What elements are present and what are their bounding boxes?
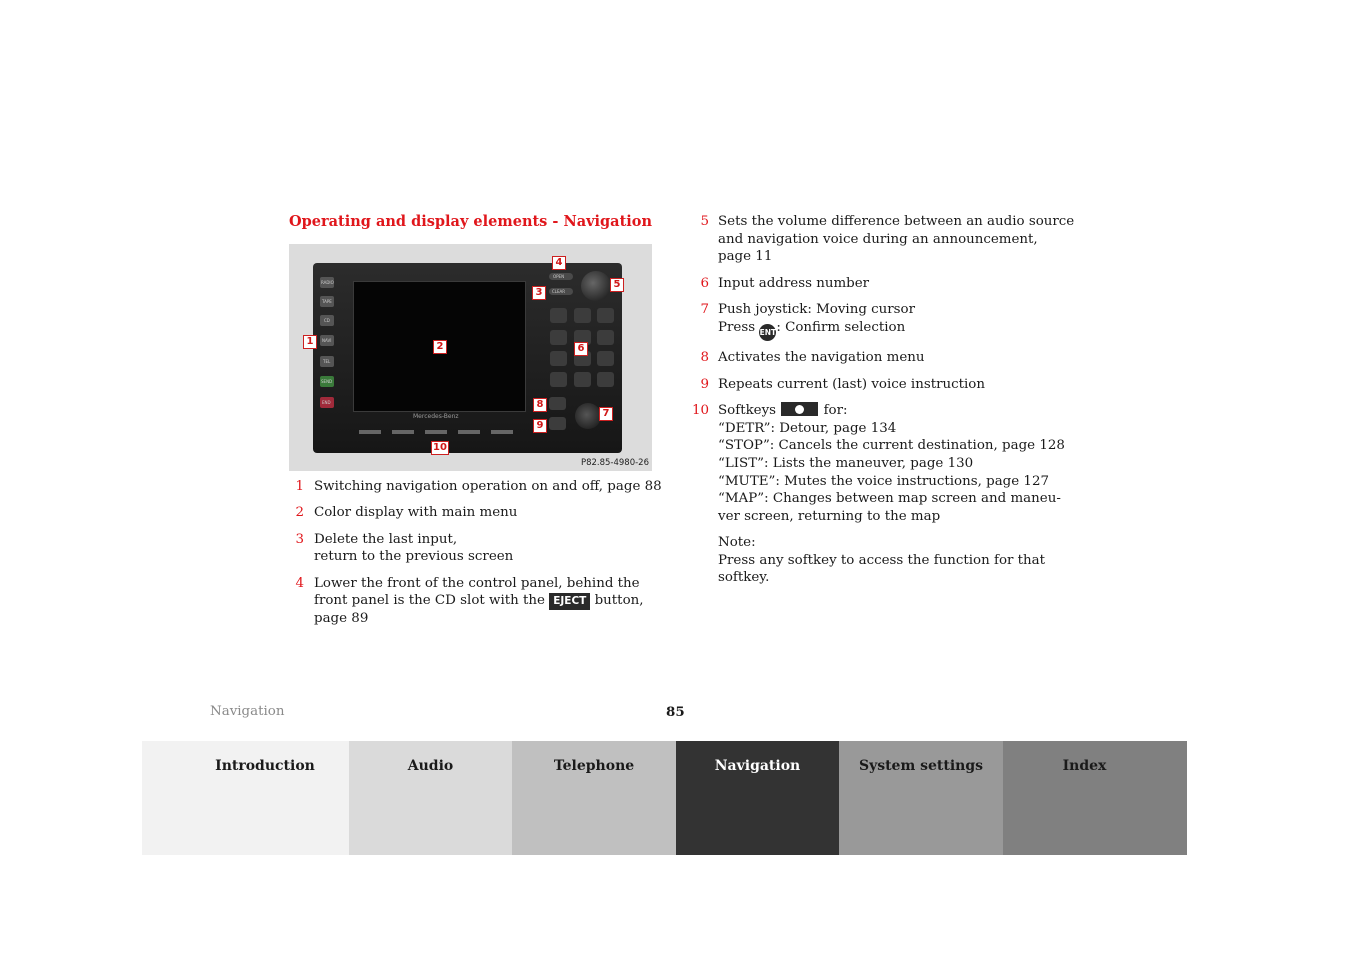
navi-button-label: NAVI — [322, 338, 332, 343]
item-text — [314, 575, 669, 628]
item-text — [718, 402, 1089, 525]
softkey — [359, 430, 381, 434]
callout-2: 2 — [433, 340, 447, 354]
tel-button-label: TEL — [323, 359, 331, 364]
item-line: Activates the navigation menu — [718, 350, 925, 366]
eject-button-symbol: EJECT — [549, 593, 590, 610]
keypad-key — [550, 372, 567, 387]
item-number: 2 — [295, 505, 304, 521]
callout-3: 3 — [532, 286, 546, 300]
chapter-tabs — [142, 741, 1187, 855]
item-number: 9 — [700, 376, 709, 392]
item-line: Repeats current (last) voice instruction — [718, 376, 985, 392]
item-line: Push joystick: Moving cursor — [718, 301, 916, 317]
page-heading: Operating and display elements - Navigation — [289, 213, 652, 230]
radio-button-label: RADIO — [321, 280, 334, 285]
callout-6: 6 — [574, 342, 588, 356]
item-line: “MAP”: Changes between map screen and maneu- — [718, 491, 1061, 507]
softkey-dot-icon — [795, 405, 804, 414]
callout-1: 1 — [303, 335, 317, 349]
ent-button-icon: ENT — [759, 324, 776, 341]
cd-button — [320, 315, 334, 326]
softkey — [458, 430, 480, 434]
item-line — [314, 592, 669, 610]
list-item — [689, 275, 1089, 293]
tab-introduction[interactable]: Introduction — [142, 741, 349, 855]
clear-button — [549, 288, 573, 295]
footer-section-title: Navigation — [210, 704, 285, 719]
item-line: Input address number — [718, 275, 870, 291]
list-item — [689, 349, 1089, 367]
cd-button-label: CD — [324, 318, 330, 323]
end-button — [320, 397, 334, 408]
item-line — [718, 319, 1089, 341]
item-text — [718, 349, 1089, 367]
note-label: Note: — [718, 535, 756, 551]
item-text — [718, 376, 1089, 394]
radio-button — [320, 277, 334, 288]
keypad-key — [550, 330, 567, 345]
keypad-key — [597, 308, 614, 323]
list-item — [689, 402, 1089, 525]
item-line: Lower the front of the control panel, behind the — [314, 575, 640, 591]
item-line-part: button, — [594, 593, 644, 609]
item-text — [718, 301, 1089, 341]
open-button — [549, 273, 573, 280]
item-number: 4 — [295, 575, 304, 591]
item-line-part: : Confirm selection — [776, 319, 906, 335]
item-text — [314, 478, 669, 496]
tel-button — [320, 356, 334, 367]
tab-system-settings[interactable]: System settings — [839, 741, 1003, 855]
item-number: 6 — [700, 275, 709, 291]
page-number: 85 — [666, 704, 685, 720]
keypad-key — [550, 351, 567, 366]
tab-navigation[interactable]: Navigation — [676, 741, 839, 855]
callout-10: 10 — [433, 442, 447, 453]
note — [689, 534, 1089, 587]
list-item — [289, 575, 669, 628]
item-line-part: for: — [823, 403, 848, 419]
note-text — [718, 534, 1089, 587]
navi-voice-key — [549, 417, 566, 430]
list-item — [289, 504, 669, 522]
item-line-part: Press — [718, 319, 756, 335]
list-item — [289, 531, 669, 566]
navi-button — [320, 335, 334, 346]
callout-8: 8 — [533, 398, 547, 412]
item-number: 7 — [700, 301, 709, 317]
brand-logo: Mercedes-Benz — [413, 413, 459, 420]
keypad-key — [597, 372, 614, 387]
item-line: “STOP”: Cancels the current destination, page 128 — [718, 438, 1065, 454]
item-line: return to the previous screen — [314, 549, 514, 565]
item-line-part: Softkeys — [718, 403, 777, 419]
callout-4: 4 — [552, 256, 566, 270]
note-line: Press any softkey to access the function for that — [718, 552, 1046, 568]
callout-9: 9 — [533, 419, 547, 433]
softkey — [491, 430, 513, 434]
item-text — [314, 531, 669, 566]
tab-audio[interactable]: Audio — [349, 741, 512, 855]
tape-button — [320, 296, 334, 307]
item-text — [718, 275, 1089, 293]
item-line: “LIST”: Lists the maneuver, page 130 — [718, 455, 974, 471]
item-text — [718, 213, 1089, 266]
item-line: “DETR”: Detour, page 134 — [718, 420, 897, 436]
navigation-panel-figure — [289, 244, 652, 471]
tab-telephone[interactable]: Telephone — [512, 741, 676, 855]
list-item — [689, 376, 1089, 394]
left-description-list — [289, 478, 669, 637]
item-number: 5 — [700, 214, 709, 229]
item-text — [314, 504, 669, 522]
item-line-part: front panel is the CD slot with the — [314, 593, 545, 609]
item-line: page 11 — [718, 249, 773, 265]
item-line: Delete the last input, — [314, 531, 458, 547]
tape-button-label: TAPE — [322, 299, 332, 304]
control-panel — [313, 263, 622, 453]
tab-index[interactable]: Index — [1003, 741, 1187, 855]
keypad-key — [597, 351, 614, 366]
item-line: and navigation voice during an announcement, — [718, 231, 1038, 247]
send-button — [320, 376, 334, 387]
softkey — [425, 430, 447, 434]
item-number: 1 — [295, 479, 304, 494]
keypad-key — [597, 330, 614, 345]
item-line: Switching navigation operation on and off, page 88 — [314, 479, 662, 494]
item-number: 8 — [700, 350, 709, 366]
keypad-key — [574, 308, 591, 323]
item-number: 10 — [691, 403, 709, 419]
keypad-key — [550, 308, 567, 323]
softkey — [392, 430, 414, 434]
note-line: softkey. — [718, 570, 770, 586]
item-line — [718, 402, 1089, 420]
item-line: Sets the volume difference between an audio source — [718, 214, 1075, 229]
callout-7: 7 — [599, 407, 613, 421]
list-item — [689, 213, 1089, 266]
clear-button-label: CLEAR — [552, 289, 566, 294]
item-line: ver screen, returning to the map — [718, 508, 941, 524]
item-number: 3 — [295, 531, 304, 547]
callout-5: 5 — [610, 278, 624, 292]
item-line: page 89 — [314, 611, 369, 627]
end-button-label: END — [322, 400, 331, 405]
item-line: “MUTE”: Mutes the voice instructions, page 127 — [718, 473, 1049, 489]
right-description-list — [689, 213, 1089, 596]
softkey-icon — [781, 402, 818, 416]
item-line: Color display with main menu — [314, 505, 518, 521]
list-item — [289, 478, 669, 496]
joystick — [575, 403, 601, 429]
navi-menu-key — [549, 397, 566, 410]
send-button-label: SEND — [321, 379, 333, 384]
keypad-key — [574, 372, 591, 387]
list-item — [689, 301, 1089, 341]
open-button-label: OPEN — [553, 274, 565, 279]
volume-knob — [581, 271, 611, 301]
figure-code: P82.85-4980-26 — [580, 458, 649, 468]
